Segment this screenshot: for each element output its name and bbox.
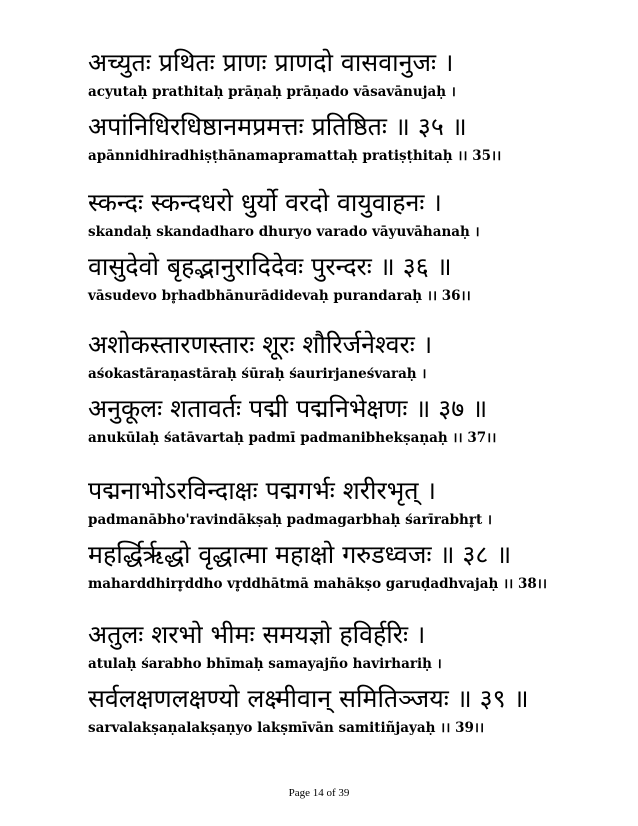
verse-35 [88, 46, 628, 174]
verse-line2-devanagari: सर्वलक्षणलक्षण्यो लक्ष्मीवान् समितिञ्जयः ॥ ३९ ॥ [88, 684, 529, 713]
verse-line2-devanagari: वासुदेवो बृहद्भानुरादिदेवः पुरन्दरः ॥ ३६ ॥ [88, 252, 452, 281]
verse-39 [88, 618, 628, 746]
verse-line2-devanagari: अनुकूलः शतावर्तः पद्मी पद्मनिभेक्षणः ॥ ३७ ॥ [88, 394, 488, 423]
verse-line1-devanagari: अच्युतः प्रथितः प्राणः प्राणदो वासवानुजः । [88, 48, 454, 77]
verse-line2-devanagari: अपांनिधिरधिष्ठानमप्रमत्तः प्रतिष्ठितः ॥ ३५ ॥ [88, 112, 467, 141]
verse-line1-transliteration: acyutaḥ prathitaḥ prāṇaḥ prāṇado vāsavānujaḥ । [88, 84, 456, 100]
verse-line1-devanagari: अतुलः शरभो भीमः समयज्ञो हविर्हरिः । [88, 620, 426, 649]
page-number-footer: Page 14 of 39 [288, 787, 350, 799]
verse-36 [88, 186, 628, 314]
verse-38 [88, 474, 628, 602]
verse-line1-transliteration: padmanābho'ravindākṣaḥ padmagarbhaḥ śarīrabhr̥t । [88, 512, 493, 528]
verse-line2-transliteration: anukūlaḥ śatāvartaḥ padmī padmanibhekṣaṇaḥ ।। 37।। [88, 430, 497, 446]
verse-line1-transliteration: skandaḥ skandadharo dhuryo varado vāyuvāhanaḥ । [88, 224, 480, 240]
verse-line2-transliteration: maharddhirr̥ddho vr̥ddhātmā mahākṣo garuḍadhvajaḥ ।। 38।। [88, 576, 548, 592]
verse-line1-devanagari: अशोकस्तारणस्तारः शूरः शौरिर्जनेश्वरः । [88, 330, 433, 359]
verse-line1-transliteration: aśokastāraṇastāraḥ śūraḥ śaurirjaneśvaraḥ । [88, 366, 427, 382]
verse-line2-transliteration: vāsudevo br̥hadbhānurādidevaḥ purandaraḥ ।। 36।। [88, 288, 471, 304]
verse-line1-devanagari: पद्मनाभोऽरविन्दाक्षः पद्मगर्भः शरीरभृत् । [88, 476, 436, 505]
verse-line2-transliteration: sarvalakṣaṇalakṣaṇyo lakṣmīvān samitiñjayaḥ ।। 39।। [88, 720, 485, 736]
verse-line2-devanagari: महर्द्धिरृद्धो वृद्धात्मा महाक्षो गरुडध्वजः ॥ ३८ ॥ [88, 540, 512, 569]
verse-line2-transliteration: apānnidhiradhiṣṭhānamapramattaḥ pratiṣṭhitaḥ ।। 35।। [88, 148, 502, 164]
verse-line1-devanagari: स्कन्दः स्कन्दधरो धुर्यो वरदो वायुवाहनः । [88, 188, 442, 217]
verse-37 [88, 328, 628, 456]
verse-line1-transliteration: atulaḥ śarabho bhīmaḥ samayajño havirhariḥ । [88, 656, 442, 672]
